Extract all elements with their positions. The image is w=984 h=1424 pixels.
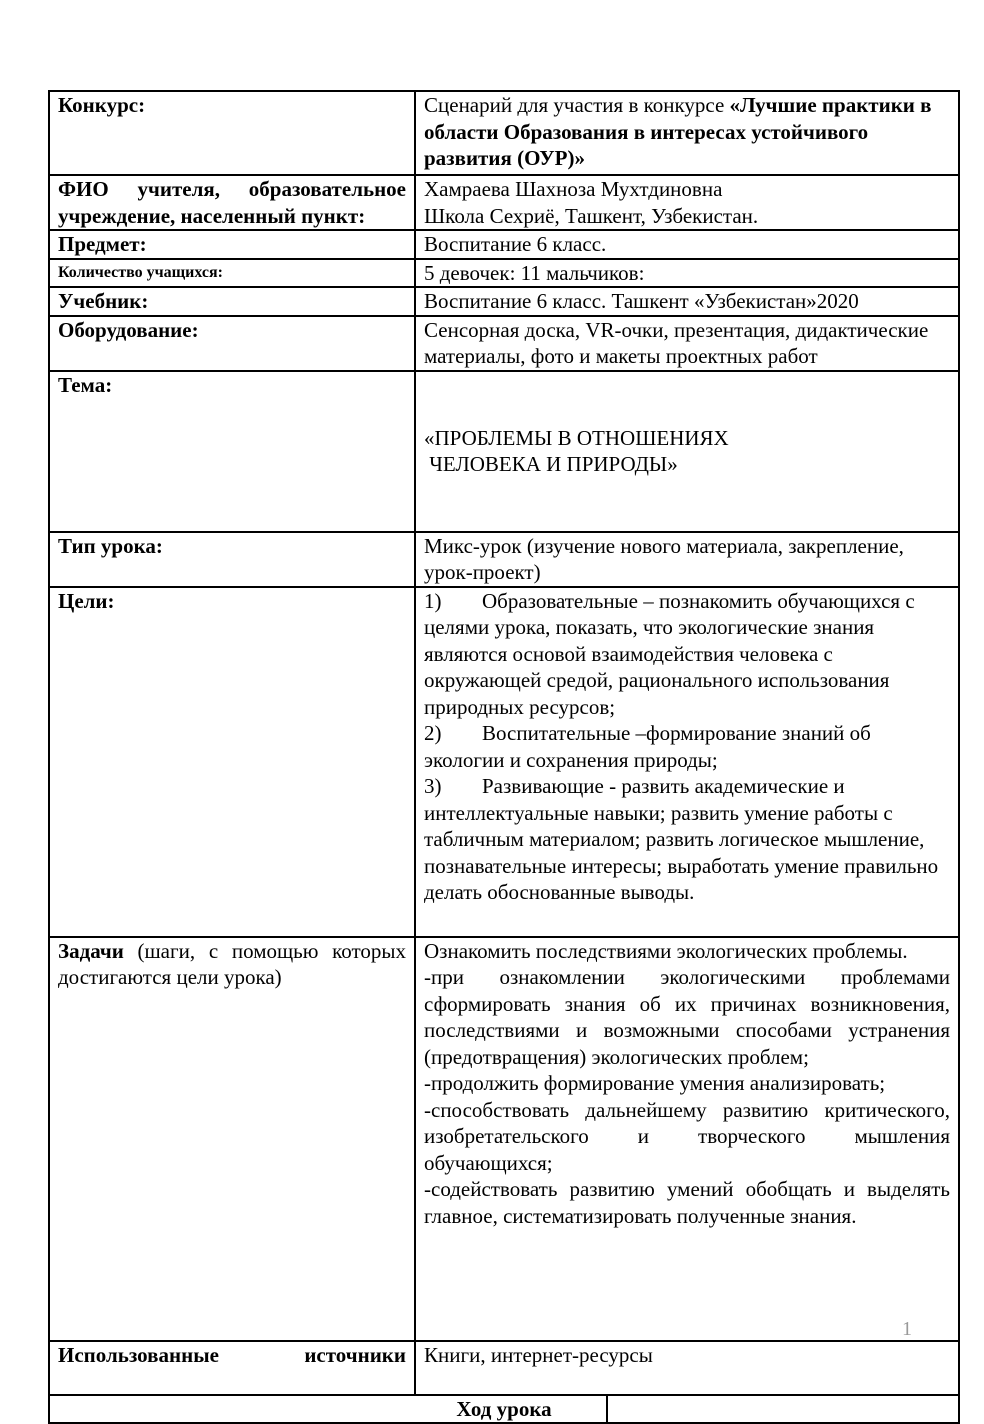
table-row-lesson-progress [49,1395,959,1424]
goal-item [424,720,950,773]
goal-text: Развивающие - развить академические и интеллектуальные навыки; развить умение работы с табличным материалом; развить логическое мышление, познавательные интересы; выработать умение правильно делать обоснованные выводы. [424,774,939,904]
value-tasks [415,937,959,1341]
teacher-name: Хамраева Шахноза Мухтдиновна [424,177,723,201]
task-item: -способствовать дальнейшему развитию критического, изобретательского и творческого мышления обучающихся; [424,1097,950,1175]
label-goals: Цели: [49,587,415,937]
contest-title: «Лучшие практики в области Образования в интересах устойчивого развития (ОУР)» [424,93,932,170]
value-lesson-type: Микс-урок (изучение нового материала, закрепление, урок-проект) [415,532,959,587]
value-equipment: Сенсорная доска, VR-очки, презентация, дидактические материалы, фото и макеты проектных работ [415,316,959,371]
value-topic [415,371,959,532]
value-textbook: Воспитание 6 класс. Ташкент «Узбекистан»2020 [415,287,959,316]
table-row-students [49,259,959,288]
tasks-title: Задачи [58,938,124,963]
value-goals [415,587,959,937]
table-row-equipment [49,316,959,371]
table-row-contest [49,91,959,175]
page-number: 1 [902,1318,912,1340]
contest-intro: Сценарий для участия в конкурсе [424,93,730,117]
label-subject: Предмет: [49,230,415,259]
value-teacher [415,175,959,230]
table-row-teacher [49,175,959,230]
goal-number: 2) [424,721,442,745]
goal-item [424,773,950,906]
label-sources: Использованные источники [49,1341,415,1395]
lesson-progress-heading: Ход урока [456,1396,552,1421]
value-contest [415,91,959,175]
table-row-lesson-type [49,532,959,587]
topic-line-2: ЧЕЛОВЕКА И ПРИРОДЫ» [424,452,678,476]
table-row-textbook [49,287,959,316]
label-textbook: Учебник: [49,287,415,316]
text-cursor [606,1396,608,1423]
goal-text: Образовательные – познакомить обучающихся с целями урока, показать, что экологические знания являются основой взаимодействия человека с окружающей средой, рационального использования природных ресурсов; [424,588,915,719]
tasks-subtitle: (шаги, с помощью которых достигаются цели урока) [58,938,406,989]
task-item: -при ознакомлении экологическими проблемами сформировать знания об их причинах возникновения, последствиями и возможными способами устранения (предотвращения) экологических проблем; [424,965,950,1069]
lesson-progress-heading-cell [49,1395,959,1424]
topic-line-1: «ПРОБЛЕМЫ В ОТНОШЕНИЯХ [424,425,729,450]
table-row-subject [49,230,959,259]
label-lesson-type: Тип урока: [49,532,415,587]
label-contest: Конкурс: [49,91,415,175]
school-location: Школа Сехриё, Ташкент, Узбекистан. [424,203,759,228]
value-sources: Книги, интернет-ресурсы [415,1341,959,1395]
value-subject: Воспитание 6 класс. [415,230,959,259]
label-topic: Тема: [49,371,415,532]
goal-number: 3) [424,774,442,798]
task-item: -продолжить формирование умения анализировать; [424,1071,886,1095]
label-teacher: ФИО учителя, образовательное учреждение, населенный пункт: [49,175,415,230]
table-row-tasks [49,937,959,1341]
value-students: 5 девочек: 11 мальчиков: [415,259,959,288]
task-item: -содействовать развитию умений обобщать и выделять главное, систематизировать полученные знания. [424,1177,950,1228]
label-students: Количество учащихся: [49,259,415,288]
goal-number: 1) [424,588,442,613]
label-equipment: Оборудование: [49,316,415,371]
table-row-topic [49,371,959,532]
table-row-sources [49,1341,959,1395]
label-tasks [49,937,415,1341]
table-row-goals [49,587,959,937]
goal-text: Воспитательные –формирование знаний об экологии и сохранения природы; [424,721,871,772]
lesson-plan-table [48,90,960,1424]
goal-item [424,588,950,721]
task-item: Ознакомить последствиями экологических проблемы. [424,938,908,963]
